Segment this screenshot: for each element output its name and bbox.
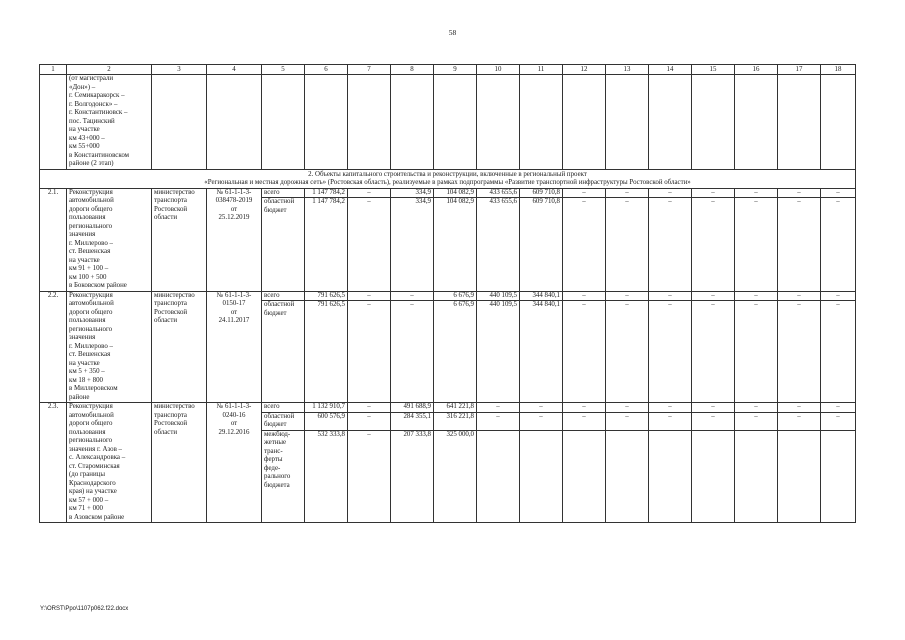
value: – bbox=[582, 188, 586, 196]
section-title bbox=[40, 169, 856, 188]
text-line: км 91 + 100 – bbox=[69, 265, 109, 272]
value bbox=[477, 430, 519, 491]
empty-cell bbox=[152, 75, 207, 170]
value: 1 147 784,2 bbox=[312, 188, 345, 196]
text-line: с. Александровка – bbox=[69, 454, 126, 461]
text-line: 0150-17 bbox=[222, 300, 246, 307]
text-line: транспорта bbox=[154, 300, 187, 307]
value: – bbox=[821, 412, 855, 430]
value: 316 221,8 bbox=[434, 412, 476, 430]
value bbox=[520, 430, 562, 491]
value-cell bbox=[434, 403, 477, 523]
value: – bbox=[778, 300, 820, 318]
row-number: 2.1. bbox=[40, 188, 67, 291]
text-line: «Региональная и местная дорожная сеть» (Ростовская область), реализуемые в рамках подпрограммы «Развитие транспортной инфраструктуры Ростовской области» bbox=[204, 179, 691, 186]
value: – bbox=[778, 412, 820, 430]
text-line: регионального bbox=[69, 222, 113, 230]
text-line: км 5 + 350 – bbox=[69, 368, 105, 375]
empty-cell bbox=[207, 75, 262, 170]
customer-cell bbox=[152, 403, 207, 523]
text-line: ферты bbox=[264, 456, 283, 463]
text-line: Ростовской bbox=[154, 308, 188, 316]
text-line: Реконструкция bbox=[69, 188, 113, 196]
value: 440 109,5 bbox=[477, 300, 519, 318]
value: 433 655,6 bbox=[489, 188, 517, 196]
value: 1 132 910,7 bbox=[312, 403, 345, 410]
row-number: 2.2. bbox=[40, 291, 67, 403]
text-line: пос. Тацинский bbox=[69, 117, 115, 125]
column-number: 2 bbox=[67, 65, 152, 75]
value-cell bbox=[649, 188, 692, 291]
text-line: Реконструкция bbox=[69, 403, 113, 410]
value: 6 676,9 bbox=[453, 291, 474, 299]
value-cell bbox=[391, 403, 434, 523]
text-line: транспорта bbox=[154, 197, 187, 204]
value-cell bbox=[477, 188, 520, 291]
value-cell bbox=[606, 188, 649, 291]
value-cell bbox=[821, 188, 856, 291]
value-cell bbox=[778, 403, 821, 523]
text-line: всего bbox=[264, 188, 280, 196]
value: 532 333,8 bbox=[305, 430, 347, 491]
text-line: области bbox=[154, 214, 178, 221]
value bbox=[692, 430, 734, 491]
value: – bbox=[711, 403, 715, 410]
value-cell bbox=[692, 291, 735, 403]
value: – bbox=[754, 403, 758, 410]
text-line: от bbox=[230, 308, 238, 316]
text-line: районе (2 этап) bbox=[69, 160, 114, 167]
value: – bbox=[692, 197, 734, 215]
text-line: «Дон») – bbox=[69, 83, 96, 91]
column-number: 4 bbox=[207, 65, 262, 75]
document-cell bbox=[207, 403, 262, 523]
customer-cell bbox=[152, 188, 207, 291]
value: – bbox=[520, 412, 562, 430]
value: 491 688,9 bbox=[403, 403, 431, 410]
value: – bbox=[711, 188, 715, 196]
text-line: на участке bbox=[69, 126, 100, 133]
text-line: бюджет bbox=[264, 309, 287, 317]
empty-cell bbox=[305, 75, 348, 170]
text-line: регионального bbox=[69, 325, 113, 333]
value-cell bbox=[434, 188, 477, 291]
value: – bbox=[367, 403, 371, 410]
value-cell bbox=[477, 291, 520, 403]
text-line: транс- bbox=[264, 447, 283, 455]
value: – bbox=[582, 291, 586, 299]
value: – bbox=[649, 197, 691, 215]
column-number: 6 bbox=[305, 65, 348, 75]
value-cell bbox=[606, 291, 649, 403]
value-cell bbox=[692, 188, 735, 291]
text-line: в Азовском районе bbox=[69, 513, 125, 521]
value-cell bbox=[735, 403, 778, 523]
value-cell bbox=[391, 188, 434, 291]
value-cell bbox=[391, 291, 434, 403]
object-name-cell bbox=[67, 403, 152, 523]
value: – bbox=[668, 403, 672, 410]
document-cell bbox=[207, 188, 262, 291]
value: 104 082,9 bbox=[446, 188, 474, 196]
text-line: значения bbox=[69, 334, 96, 341]
text-line: районе bbox=[69, 393, 90, 401]
text-line: края) на участке bbox=[69, 488, 117, 495]
text-line: в Миллеровском bbox=[69, 385, 118, 392]
text-line: ст. Староминская bbox=[69, 462, 120, 470]
text-line: Ростовской bbox=[154, 420, 188, 427]
value: 344 840,1 bbox=[520, 300, 562, 318]
value: – bbox=[754, 291, 758, 299]
text-line: 24.11.2017 bbox=[218, 317, 250, 324]
section-title-row bbox=[40, 169, 856, 188]
text-line: пользования bbox=[69, 428, 106, 436]
text-line: № 61-1-1-3- bbox=[216, 403, 252, 410]
value: – bbox=[563, 197, 605, 215]
value: – bbox=[348, 412, 390, 430]
value: – bbox=[692, 412, 734, 430]
text-line: министерство bbox=[154, 188, 195, 196]
value: 609 710,8 bbox=[520, 197, 562, 215]
column-number: 8 bbox=[391, 65, 434, 75]
empty-cell bbox=[692, 75, 735, 170]
value-cell bbox=[778, 188, 821, 291]
value-cell bbox=[520, 403, 563, 523]
text-line: км 71 + 000 bbox=[69, 505, 103, 512]
continuation-row bbox=[40, 75, 856, 170]
text-line: г. Константиновск – bbox=[69, 109, 128, 116]
empty-cell bbox=[348, 75, 391, 170]
empty-cell bbox=[649, 75, 692, 170]
value: – bbox=[563, 412, 605, 430]
value: 334,9 bbox=[391, 197, 433, 215]
column-number: 7 bbox=[348, 65, 391, 75]
value-cell bbox=[520, 291, 563, 403]
value: 1 147 784,2 bbox=[305, 197, 347, 215]
value-cell bbox=[305, 403, 348, 523]
text-line: в Боковском районе bbox=[69, 282, 127, 289]
value: – bbox=[367, 188, 371, 196]
value: 207 333,8 bbox=[391, 430, 433, 491]
text-line: от bbox=[230, 420, 238, 427]
text-line: 25.12.2019 bbox=[218, 214, 250, 221]
value: – bbox=[735, 412, 777, 430]
value: – bbox=[582, 403, 586, 410]
funding-source bbox=[262, 300, 304, 318]
funding-source bbox=[264, 189, 302, 198]
text-line: министерство bbox=[154, 291, 195, 299]
value: – bbox=[797, 403, 801, 410]
value: – bbox=[625, 188, 629, 196]
column-number: 17 bbox=[778, 65, 821, 75]
value: – bbox=[836, 403, 840, 410]
text-line: регионального bbox=[69, 437, 113, 444]
text-line: на участке bbox=[69, 359, 100, 367]
text-line: дороги общего bbox=[69, 205, 113, 213]
text-line: г. Миллерово – bbox=[69, 239, 113, 247]
empty-cell bbox=[821, 75, 856, 170]
value: 284 355,1 bbox=[391, 412, 433, 430]
value: 104 082,9 bbox=[434, 197, 476, 215]
text-line: 29.12.2016 bbox=[218, 428, 250, 436]
text-line: № 61-1-1-3- bbox=[216, 188, 252, 196]
table-row bbox=[40, 403, 856, 523]
column-number: 16 bbox=[735, 65, 778, 75]
text-line: г. Миллерово – bbox=[69, 342, 113, 350]
value: – bbox=[797, 291, 801, 299]
value-cell bbox=[477, 403, 520, 523]
text-line: (до границы bbox=[69, 471, 105, 478]
column-number: 11 bbox=[520, 65, 563, 75]
value bbox=[649, 430, 691, 491]
object-name-cell bbox=[67, 291, 152, 403]
value: – bbox=[563, 300, 605, 318]
value bbox=[735, 430, 777, 491]
value-cell bbox=[649, 403, 692, 523]
text-line: № 61-1-1-3- bbox=[216, 291, 252, 299]
document-cell bbox=[207, 291, 262, 403]
value-cell bbox=[821, 291, 856, 403]
value: – bbox=[348, 197, 390, 215]
value: – bbox=[367, 291, 371, 299]
empty-cell bbox=[40, 75, 67, 170]
empty-cell bbox=[262, 75, 305, 170]
text-line: бюджет bbox=[264, 206, 287, 214]
value: 791 626,5 bbox=[317, 291, 345, 299]
value: – bbox=[391, 300, 433, 318]
table-row bbox=[40, 188, 856, 291]
empty-cell bbox=[477, 75, 520, 170]
column-number: 10 bbox=[477, 65, 520, 75]
budget-table bbox=[39, 64, 856, 523]
value: – bbox=[797, 188, 801, 196]
value: – bbox=[836, 188, 840, 196]
value-cell bbox=[606, 403, 649, 523]
funding-source-cell bbox=[262, 403, 305, 523]
text-line: дороги общего bbox=[69, 308, 113, 316]
row-number: 2.3. bbox=[40, 403, 67, 523]
text-line: на участке bbox=[69, 256, 100, 264]
text-line: км 43+000 – bbox=[69, 134, 105, 142]
column-number: 14 bbox=[649, 65, 692, 75]
value-cell bbox=[735, 291, 778, 403]
value-cell bbox=[305, 291, 348, 403]
text-line: ст. Вешенская bbox=[69, 248, 111, 255]
text-line: бюджета bbox=[264, 481, 290, 489]
text-line: км 100 + 500 bbox=[69, 273, 107, 281]
value: – bbox=[496, 403, 500, 410]
funding-source bbox=[262, 197, 304, 215]
value bbox=[821, 430, 855, 491]
column-number: 12 bbox=[563, 65, 606, 75]
value: 791 626,5 bbox=[305, 300, 347, 318]
funding-source-cell bbox=[262, 291, 305, 403]
value: 325 000,0 bbox=[434, 430, 476, 491]
column-number: 9 bbox=[434, 65, 477, 75]
text-line: 0240-16 bbox=[222, 411, 246, 419]
text-line: автомобильной bbox=[69, 197, 114, 204]
text-line: (от магистрали bbox=[69, 75, 114, 82]
table-row bbox=[40, 291, 856, 403]
text-line: Краснодарского bbox=[69, 479, 116, 487]
funding-source bbox=[262, 430, 304, 491]
text-line: г. Семикаракорск – bbox=[69, 92, 125, 99]
value-cell bbox=[348, 291, 391, 403]
funding-source-cell bbox=[262, 188, 305, 291]
text-line: областной bbox=[264, 412, 295, 420]
text-line: области bbox=[154, 317, 178, 324]
value: – bbox=[735, 300, 777, 318]
value: – bbox=[711, 291, 715, 299]
value: 440 109,5 bbox=[489, 291, 517, 299]
text-line: от bbox=[230, 205, 238, 213]
column-number: 15 bbox=[692, 65, 735, 75]
value: – bbox=[821, 197, 855, 215]
value: 641 221,8 bbox=[446, 403, 474, 410]
text-line: пользования bbox=[69, 317, 106, 324]
value bbox=[778, 430, 820, 491]
value: – bbox=[836, 291, 840, 299]
value: 433 655,6 bbox=[477, 197, 519, 215]
value-cell bbox=[563, 188, 606, 291]
column-number-header bbox=[40, 65, 856, 75]
text-line: рального bbox=[264, 473, 291, 480]
text-line: областной bbox=[264, 301, 295, 308]
funding-source bbox=[264, 292, 302, 301]
column-number: 13 bbox=[606, 65, 649, 75]
text-line: областной bbox=[264, 198, 295, 205]
text-line: межбюд- bbox=[264, 430, 291, 438]
value: 609 710,8 bbox=[532, 188, 560, 196]
text-line: области bbox=[154, 428, 178, 436]
value-cell bbox=[821, 403, 856, 523]
value: 600 576,9 bbox=[305, 412, 347, 430]
footer-file-path: Y:\ORST\Ppo\1107p062.f22.docx bbox=[40, 606, 129, 612]
value-cell bbox=[692, 403, 735, 523]
value: – bbox=[625, 403, 629, 410]
value: – bbox=[692, 300, 734, 318]
value-cell bbox=[778, 291, 821, 403]
text-line: всего bbox=[264, 291, 280, 299]
text-line: пользования bbox=[69, 214, 106, 221]
empty-cell bbox=[778, 75, 821, 170]
funding-source bbox=[262, 412, 304, 430]
value: – bbox=[606, 197, 648, 215]
value: – bbox=[649, 412, 691, 430]
empty-cell bbox=[563, 75, 606, 170]
empty-cell bbox=[434, 75, 477, 170]
value-cell bbox=[649, 291, 692, 403]
text-line: транспорта bbox=[154, 411, 187, 419]
text-line: всего bbox=[264, 403, 280, 410]
value bbox=[563, 430, 605, 491]
empty-cell bbox=[735, 75, 778, 170]
text-line: ст. Вешенская bbox=[69, 351, 111, 358]
text-line: км 18 + 800 bbox=[69, 376, 103, 384]
empty-cell bbox=[391, 75, 434, 170]
value-cell bbox=[735, 188, 778, 291]
value-cell bbox=[520, 188, 563, 291]
column-number: 1 bbox=[40, 65, 67, 75]
text-line: феде- bbox=[264, 464, 281, 472]
value: – bbox=[348, 300, 390, 318]
text-line: км 57 + 000 – bbox=[69, 496, 109, 504]
page-number: 58 bbox=[448, 28, 457, 37]
text-line: бюджет bbox=[264, 421, 287, 428]
text-line: значения г. Азов – bbox=[69, 445, 123, 453]
value: – bbox=[606, 300, 648, 318]
value: – bbox=[477, 412, 519, 430]
text-line: автомобильной bbox=[69, 411, 114, 419]
text-line: автомобильной bbox=[69, 300, 114, 307]
value: – bbox=[668, 291, 672, 299]
text-line: Ростовской bbox=[154, 205, 188, 213]
value: – bbox=[754, 188, 758, 196]
value: – bbox=[668, 188, 672, 196]
value: 6 676,9 bbox=[434, 300, 476, 318]
value-cell bbox=[348, 188, 391, 291]
text-line: г. Волгодонск» – bbox=[69, 100, 118, 108]
text-line: жетные bbox=[264, 439, 287, 446]
text-line: значения bbox=[69, 231, 96, 238]
text-line: Реконструкция bbox=[69, 291, 113, 299]
value: – bbox=[735, 197, 777, 215]
value-cell bbox=[563, 403, 606, 523]
value: – bbox=[649, 300, 691, 318]
text-line: в Константиновском bbox=[69, 151, 130, 159]
value: – bbox=[539, 403, 543, 410]
value: – bbox=[348, 430, 390, 491]
text-line: дороги общего bbox=[69, 420, 113, 427]
value-cell bbox=[434, 291, 477, 403]
value-cell bbox=[563, 291, 606, 403]
value: – bbox=[778, 197, 820, 215]
text-line: км 55+000 bbox=[69, 143, 100, 150]
value: – bbox=[410, 291, 414, 299]
value-cell bbox=[348, 403, 391, 523]
text-line: 2. Объекты капитального строительства и реконструкции, включенные в региональный проект bbox=[308, 170, 587, 178]
text-line: министерство bbox=[154, 403, 195, 410]
value: – bbox=[606, 412, 648, 430]
empty-cell bbox=[606, 75, 649, 170]
column-number: 5 bbox=[262, 65, 305, 75]
text-line: 038478-2019 bbox=[215, 197, 253, 204]
empty-cell bbox=[520, 75, 563, 170]
column-number: 3 bbox=[152, 65, 207, 75]
object-name-cell bbox=[67, 75, 152, 170]
value bbox=[606, 430, 648, 491]
funding-source bbox=[264, 403, 302, 412]
customer-cell bbox=[152, 291, 207, 403]
value: – bbox=[821, 300, 855, 318]
value-cell bbox=[305, 188, 348, 291]
value: – bbox=[625, 291, 629, 299]
value: 334,9 bbox=[415, 188, 431, 196]
object-name-cell bbox=[67, 188, 152, 291]
value: 344 840,1 bbox=[532, 291, 560, 299]
column-number: 18 bbox=[821, 65, 856, 75]
